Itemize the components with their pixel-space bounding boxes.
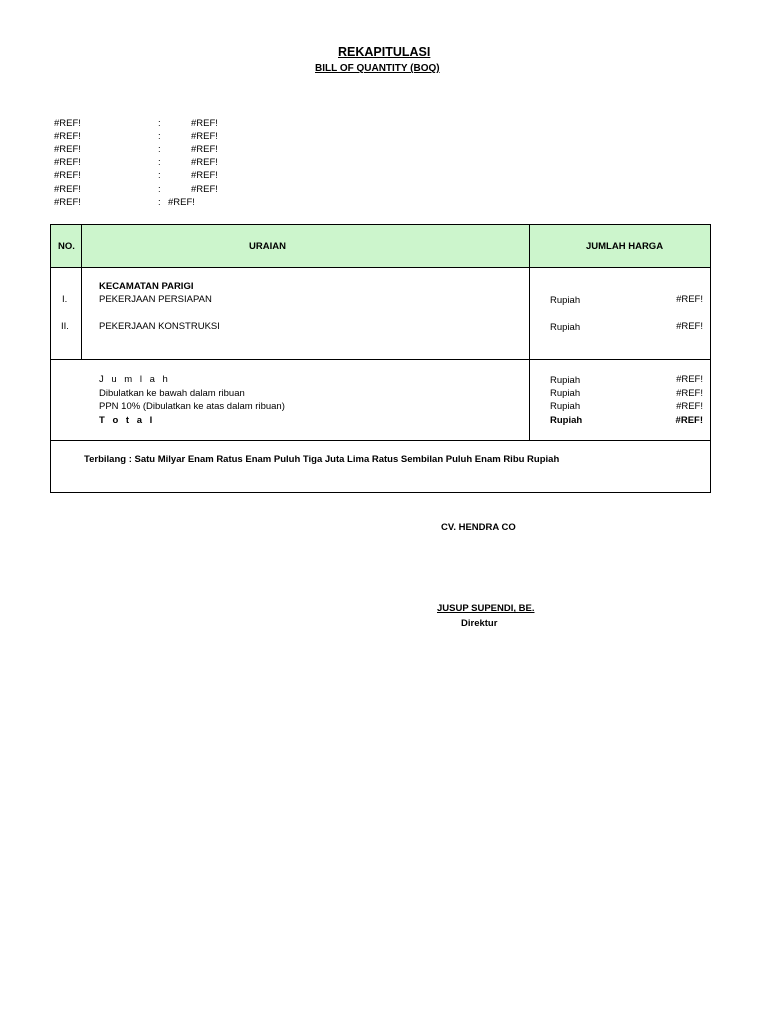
column-divider (81, 225, 82, 359)
info-label: #REF! (54, 157, 81, 168)
info-separator: : (158, 144, 161, 155)
info-label: #REF! (54, 131, 81, 142)
info-row (54, 197, 354, 210)
info-separator: : (158, 197, 161, 208)
company-name: CV. HENDRA CO (441, 522, 516, 533)
info-label: #REF! (54, 144, 81, 155)
info-label: #REF! (54, 170, 81, 181)
summary-currency: Rupiah (550, 401, 581, 412)
header-uraian: URAIAN (249, 241, 286, 252)
info-label: #REF! (54, 184, 81, 195)
document-subtitle: BILL OF QUANTITY (BOQ) (315, 63, 440, 74)
summary-amount: #REF! (675, 415, 703, 426)
row-number: II. (61, 321, 69, 332)
summary-amount: #REF! (676, 388, 703, 399)
info-value: #REF! (191, 157, 218, 168)
info-value: #REF! (191, 170, 218, 181)
summary-currency: Rupiah (550, 375, 581, 386)
summary-label: J u m l a h (99, 374, 171, 385)
info-row (54, 131, 354, 144)
info-value: #REF! (191, 118, 218, 129)
info-separator: : (158, 131, 161, 142)
info-row (54, 184, 354, 197)
info-value: #REF! (191, 184, 218, 195)
info-separator: : (158, 157, 161, 168)
header-jumlah-harga: JUMLAH HARGA (586, 241, 664, 252)
summary-label: PPN 10% (Dibulatkan ke atas dalam ribuan) (99, 401, 285, 412)
info-separator: : (158, 170, 161, 181)
table-header (51, 225, 710, 268)
info-value: #REF! (191, 144, 218, 155)
info-label: #REF! (54, 118, 81, 129)
row-amount: #REF! (676, 294, 703, 305)
row-number: I. (62, 294, 68, 305)
summary-amount: #REF! (676, 401, 703, 412)
row-amount: #REF! (676, 321, 703, 332)
row-divider (51, 440, 710, 441)
document-title: REKAPITULASI (338, 45, 431, 59)
column-divider (529, 225, 530, 440)
summary-currency: Rupiah (550, 388, 581, 399)
info-value: #REF! (168, 197, 195, 208)
header-no: NO. (58, 241, 75, 252)
info-value: #REF! (191, 131, 218, 142)
signatory-position: Direktur (461, 618, 498, 629)
info-row (54, 118, 354, 131)
row-description: PEKERJAAN PERSIAPAN (99, 294, 212, 305)
info-separator: : (158, 118, 161, 129)
info-row (54, 157, 354, 170)
terbilang-text: Terbilang : Satu Milyar Enam Ratus Enam Puluh Tiga Juta Lima Ratus Sembilan Puluh Enam Ribu Rupiah (84, 454, 560, 465)
row-description: PEKERJAAN KONSTRUKSI (99, 321, 220, 332)
summary-amount: #REF! (676, 374, 703, 385)
boq-table (50, 224, 711, 493)
info-row (54, 144, 354, 157)
row-currency: Rupiah (550, 295, 581, 306)
info-row (54, 170, 354, 183)
section-title: KECAMATAN PARIGI (99, 281, 194, 292)
summary-currency: Rupiah (550, 415, 583, 426)
signatory-name: JUSUP SUPENDI, BE. (437, 603, 535, 614)
info-label: #REF! (54, 197, 81, 208)
row-divider (51, 359, 710, 360)
row-currency: Rupiah (550, 322, 581, 333)
info-separator: : (158, 184, 161, 195)
summary-label: T o t a l (99, 415, 155, 426)
summary-label: Dibulatkan ke bawah dalam ribuan (99, 388, 245, 399)
